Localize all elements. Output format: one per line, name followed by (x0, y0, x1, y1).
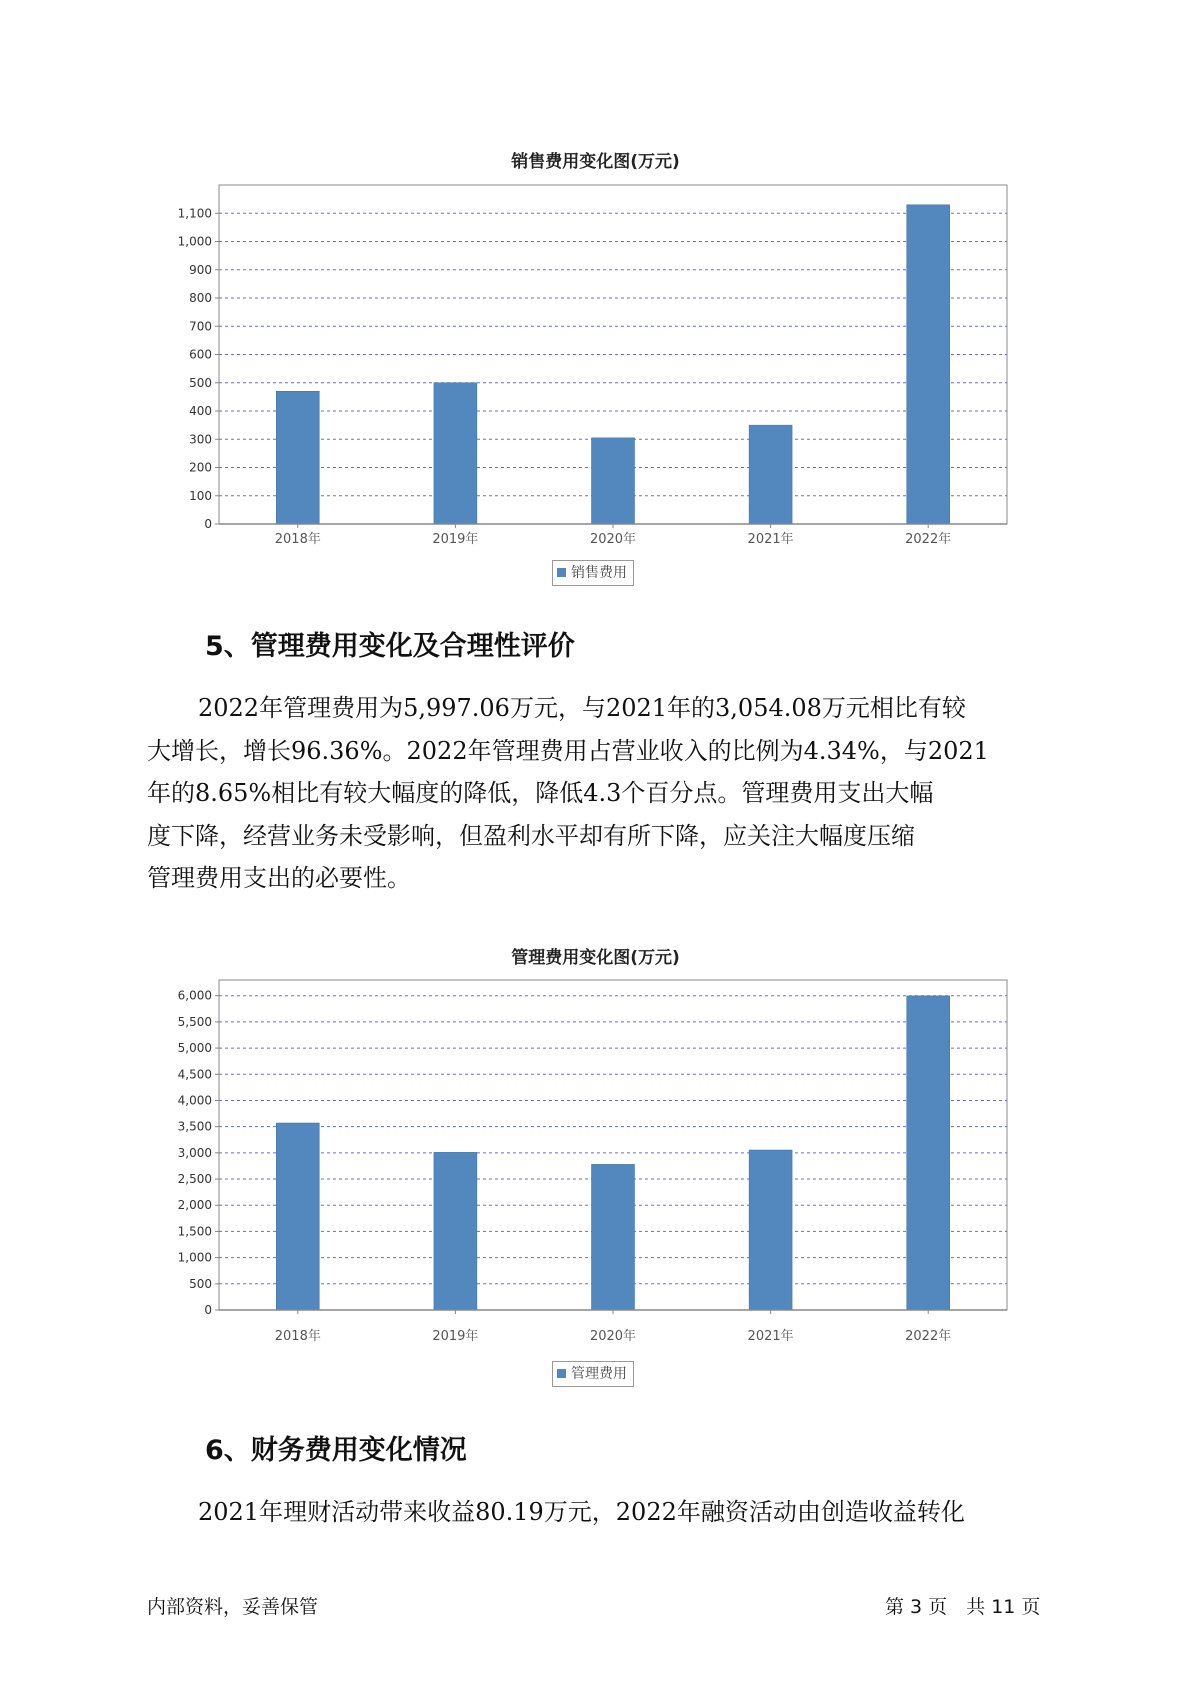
footer-confidential: 内部资料，妥善保管 (147, 1596, 319, 1618)
y-tick-label: 300 (189, 432, 212, 447)
x-tick-label: 2022年 (905, 1329, 952, 1344)
y-tick-label: 700 (189, 319, 212, 334)
x-tick-label: 2018年 (274, 532, 321, 547)
x-tick-label: 2019年 (432, 1329, 479, 1344)
paragraph-line: 大增长，增长96.36%。2022年管理费用占营业收入的比例为4.34%，与2021 (147, 736, 989, 765)
section5-heading: 5、管理费用变化及合理性评价 (205, 631, 575, 662)
y-tick-label: 2,500 (177, 1172, 212, 1187)
chart-title-admin: 管理费用变化图(万元) (511, 948, 680, 968)
y-tick-label: 3,500 (177, 1119, 212, 1134)
x-tick-label: 2022年 (905, 532, 952, 547)
footer-page-number: 第 3 页 共 11 页 (885, 1596, 1041, 1618)
legend-admin (552, 1361, 634, 1387)
paragraph-line: 度下降，经营业务未受影响，但盈利水平却有所下降，应关注大幅度压缩 (147, 821, 915, 850)
x-tick-label: 2019年 (432, 532, 479, 547)
bar-2019年 (434, 1152, 477, 1310)
y-tick-label: 2,000 (177, 1198, 212, 1213)
y-tick-label: 0 (204, 517, 212, 531)
y-tick-label: 1,000 (177, 234, 212, 249)
chart-title-sales: 销售费用变化图(万元) (511, 152, 680, 172)
bar-2021年 (749, 1150, 792, 1310)
x-tick-label: 2020年 (589, 1329, 637, 1344)
y-tick-label: 0 (204, 1303, 212, 1317)
x-tick-label: 2018年 (274, 1329, 321, 1344)
paragraph-line: 2021年理财活动带来收益80.19万元，2022年融资活动由创造收益转化 (198, 1498, 965, 1526)
y-tick-label: 200 (189, 460, 212, 475)
y-tick-label: 5,500 (177, 1014, 212, 1029)
legend-label: 销售费用 (571, 565, 627, 581)
y-tick-label: 1,100 (177, 206, 212, 221)
section6-paragraph (147, 1491, 1057, 1534)
y-tick-label: 4,000 (177, 1093, 212, 1108)
legend-swatch-icon (557, 1369, 566, 1378)
y-tick-label: 1,000 (177, 1250, 212, 1265)
y-tick-label: 600 (189, 347, 212, 362)
y-tick-label: 6,000 (177, 988, 212, 1003)
paragraph-line: 年的8.65%相比有较大幅度的降低，降低4.3个百分点。管理费用支出大幅 (147, 779, 934, 807)
y-tick-label: 500 (189, 375, 212, 390)
bar-2020年 (592, 1164, 635, 1310)
x-tick-label: 2020年 (589, 532, 637, 547)
y-tick-label: 900 (189, 262, 212, 277)
y-tick-label: 1,500 (177, 1224, 212, 1239)
y-tick-label: 400 (189, 404, 212, 418)
y-tick-label: 100 (189, 488, 212, 503)
y-tick-label: 4,500 (177, 1067, 212, 1082)
legend-label: 管理费用 (571, 1366, 627, 1382)
section6-heading: 6、财务费用变化情况 (205, 1435, 467, 1466)
paragraph-line: 管理费用支出的必要性。 (147, 864, 411, 892)
bar-2022年 (907, 996, 950, 1310)
y-tick-label: 500 (189, 1276, 212, 1291)
x-tick-label: 2021年 (747, 1329, 794, 1344)
paragraph-line: 2022年管理费用为5,997.06万元，与2021年的3,054.08万元相比有较 (198, 694, 966, 722)
bar-2018年 (276, 1123, 319, 1310)
y-tick-label: 800 (189, 291, 212, 305)
y-tick-label: 3,000 (177, 1145, 212, 1160)
x-tick-label: 2021年 (747, 532, 794, 547)
y-tick-label: 5,000 (177, 1041, 212, 1056)
